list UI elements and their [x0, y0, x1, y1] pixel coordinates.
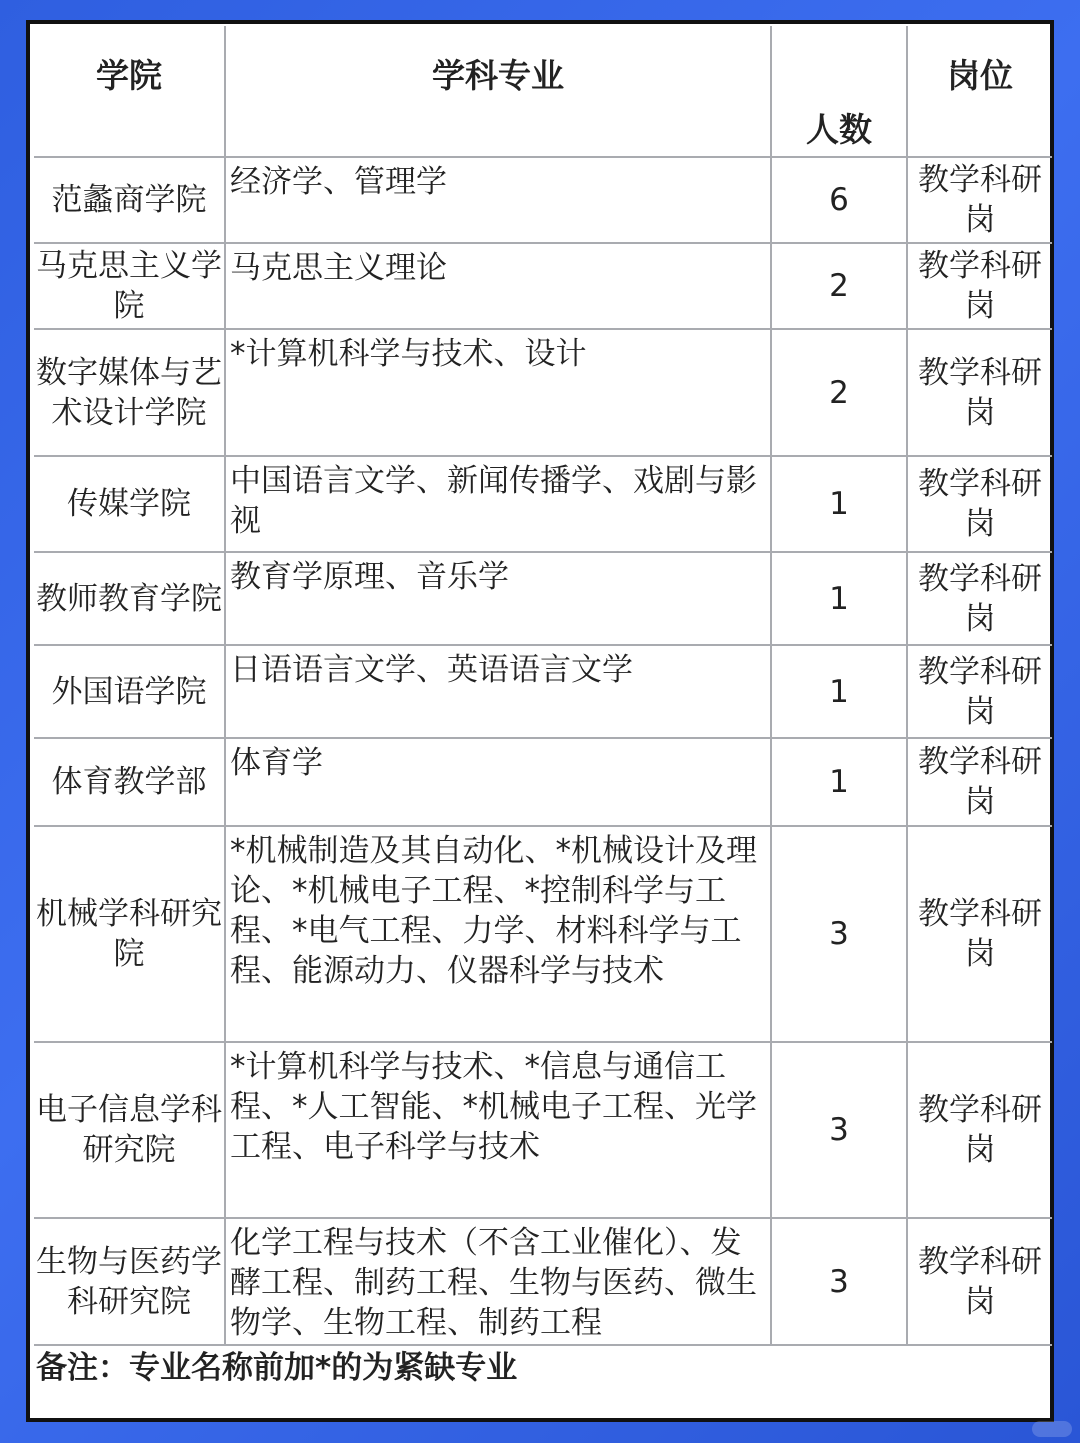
count-cell: 1: [771, 645, 907, 738]
table-row: [34, 157, 1052, 243]
table-row: [34, 738, 1052, 826]
header-post: 岗位: [907, 26, 1052, 157]
footnote: 备注：专业名称前加*的为紧缺专业: [36, 1350, 518, 1386]
post-cell: 教学科研岗: [907, 552, 1052, 645]
table-row: [34, 1218, 1052, 1345]
college-cell: 机械学科研究院: [34, 826, 225, 1042]
header-count: 人数: [771, 26, 907, 157]
post-cell: 教学科研岗: [907, 456, 1052, 552]
college-cell: 马克思主义学院: [34, 243, 225, 329]
watermark-badge: [1032, 1421, 1072, 1437]
header-college: 学院: [34, 26, 225, 157]
count-cell: 3: [771, 1042, 907, 1218]
college-cell: 生物与医药学科研究院: [34, 1218, 225, 1345]
post-cell: 教学科研岗: [907, 1218, 1052, 1345]
subject-cell: 经济学、管理学: [225, 157, 771, 243]
count-cell: 1: [771, 738, 907, 826]
college-cell: 外国语学院: [34, 645, 225, 738]
college-cell: 数字媒体与艺术设计学院: [34, 329, 225, 456]
count-cell: 2: [771, 329, 907, 456]
post-cell: 教学科研岗: [907, 329, 1052, 456]
subject-cell: 中国语言文学、新闻传播学、戏剧与影视: [225, 456, 771, 552]
post-cell: 教学科研岗: [907, 1042, 1052, 1218]
subject-cell: 体育学: [225, 738, 771, 826]
subject-cell: 日语语言文学、英语语言文学: [225, 645, 771, 738]
post-cell: 教学科研岗: [907, 826, 1052, 1042]
college-cell: 范蠡商学院: [34, 157, 225, 243]
count-cell: 1: [771, 456, 907, 552]
college-cell: 电子信息学科研究院: [34, 1042, 225, 1218]
table-row: [34, 645, 1052, 738]
header-subject: 学科专业: [225, 26, 771, 157]
table-row: [34, 243, 1052, 329]
post-cell: 教学科研岗: [907, 243, 1052, 329]
table-row: [34, 329, 1052, 456]
post-cell: 教学科研岗: [907, 157, 1052, 243]
recruitment-table: [34, 26, 1052, 1346]
count-cell: 1: [771, 552, 907, 645]
table-row: [34, 552, 1052, 645]
college-cell: 教师教育学院: [34, 552, 225, 645]
table-row: [34, 826, 1052, 1042]
subject-cell: 马克思主义理论: [225, 243, 771, 329]
recruitment-table-card: [26, 20, 1054, 1422]
subject-cell: *计算机科学与技术、*信息与通信工程、*人工智能、*机械电子工程、光学工程、电子科学与技术: [225, 1042, 771, 1218]
subject-cell: *机械制造及其自动化、*机械设计及理论、*机械电子工程、*控制科学与工程、*电气工程、力学、材料科学与工程、能源动力、仪器科学与技术: [225, 826, 771, 1042]
count-cell: 3: [771, 826, 907, 1042]
count-cell: 2: [771, 243, 907, 329]
post-cell: 教学科研岗: [907, 645, 1052, 738]
count-cell: 3: [771, 1218, 907, 1345]
table-header-row: [34, 26, 1052, 157]
college-cell: 传媒学院: [34, 456, 225, 552]
subject-cell: 化学工程与技术（不含工业催化）、发酵工程、制药工程、生物与医药、微生物学、生物工程、制药工程: [225, 1218, 771, 1345]
post-cell: 教学科研岗: [907, 738, 1052, 826]
subject-cell: *计算机科学与技术、设计: [225, 329, 771, 456]
count-cell: 6: [771, 157, 907, 243]
subject-cell: 教育学原理、音乐学: [225, 552, 771, 645]
table-row: [34, 1042, 1052, 1218]
table-row: [34, 456, 1052, 552]
college-cell: 体育教学部: [34, 738, 225, 826]
